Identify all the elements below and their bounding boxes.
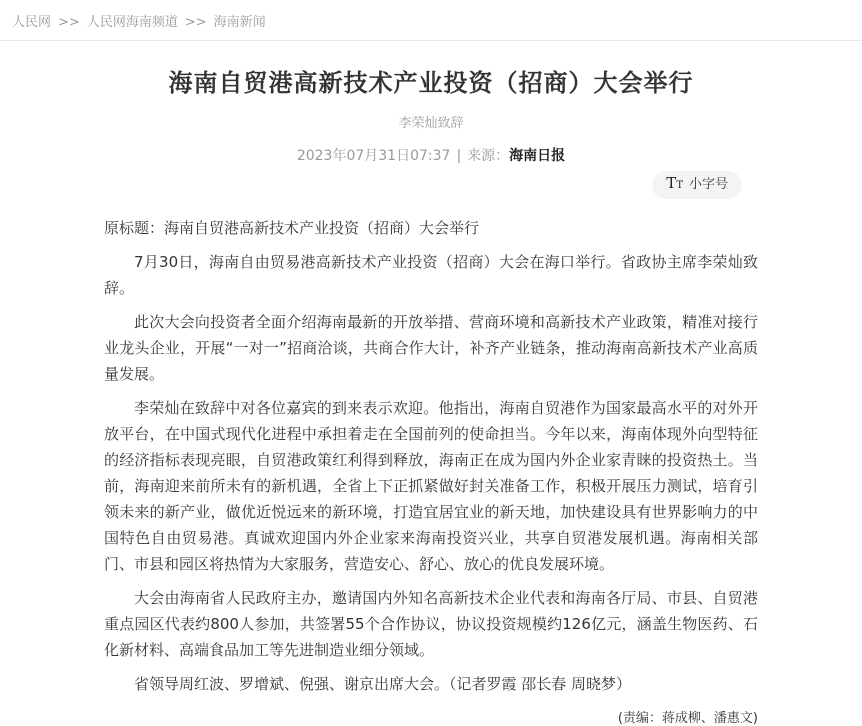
toolbar bbox=[0, 171, 862, 199]
breadcrumb-separator: >> bbox=[184, 15, 207, 30]
article-meta bbox=[0, 145, 862, 165]
breadcrumb-link[interactable]: 海南新闻 bbox=[213, 15, 266, 30]
source-label: 来源： bbox=[467, 148, 510, 164]
breadcrumb-separator: >> bbox=[58, 15, 80, 30]
article-body bbox=[0, 199, 862, 697]
source-link[interactable]: 海南日报 bbox=[509, 148, 566, 164]
font-size-button[interactable] bbox=[652, 171, 742, 199]
breadcrumb-link[interactable]: 人民网海南频道 bbox=[86, 15, 178, 30]
article-header bbox=[0, 67, 862, 199]
breadcrumb bbox=[0, 0, 862, 40]
article-paragraph: 7月30日，海南自由贸易港高新技术产业投资（招商）大会在海口举行。省政协主席李荣灿致辞。 bbox=[104, 253, 758, 297]
article-subtitle: 李荣灿致辞 bbox=[398, 116, 464, 131]
editors-note: (责编：蒋成柳、潘惠文) bbox=[617, 711, 758, 726]
original-title-line: 原标题：海南自贸港高新技术产业投资（招商）大会举行 bbox=[104, 219, 480, 237]
meta-separator: | bbox=[456, 148, 462, 164]
article-paragraph: 省领导周红波、罗增斌、倪强、谢京出席大会。（记者罗霞 邵长春 周晓梦） bbox=[134, 675, 632, 693]
breadcrumb-link[interactable]: 人民网 bbox=[12, 15, 52, 30]
font-size-icon: TT bbox=[666, 174, 683, 192]
article-paragraph: 大会由海南省人民政府主办，邀请国内外知名高新技术企业代表和海南各厅局、市县、自贸港重点园区代表约800人参加，共签署55个合作协议，协议投资规模约126亿元，涵盖生物医药、石化新材料、高端食品加工等先进制造业细分领域。 bbox=[104, 589, 758, 659]
page-title: 海南自贸港高新技术产业投资（招商）大会举行 bbox=[168, 69, 694, 97]
publish-date: 2023年07月31日07:37 bbox=[296, 148, 451, 164]
article-paragraph: 李荣灿在致辞中对各位嘉宾的到来表示欢迎。他指出，海南自贸港作为国家最高水平的对外开放平台，在中国式现代化进程中承担着走在全国前列的使命担当。今年以来，海南体现外向型特征的经济指标表现亮眼，自贸港政策红利得到释放，海南正在成为国内外企业家青睐的投资热土。当前，海南迎来前所未有的新机遇，全省上下正抓紧做好封关准备工作，积极开展压力测试，培育引领未来的新产业，做优近悦远来的新环境，打造宜居宜业的新天地，加快建设具有世界影响力的中国特色自由贸易港。真诚欢迎国内外企业家来海南投资兴业，共享自贸港发展机遇。海南相关部门、市县和园区将热情为大家服务，营造安心、舒心、放心的优良发展环境。 bbox=[104, 399, 758, 573]
article-paragraph: 此次大会向投资者全面介绍海南最新的开放举措、营商环境和高新技术产业政策，精准对接行业龙头企业，开展“一对一”招商洽谈，共商合作大计，补齐产业链条，推动海南高新技术产业高质量发展。 bbox=[104, 313, 758, 383]
header-divider bbox=[0, 40, 862, 41]
font-size-label: 小字号 bbox=[688, 177, 728, 192]
